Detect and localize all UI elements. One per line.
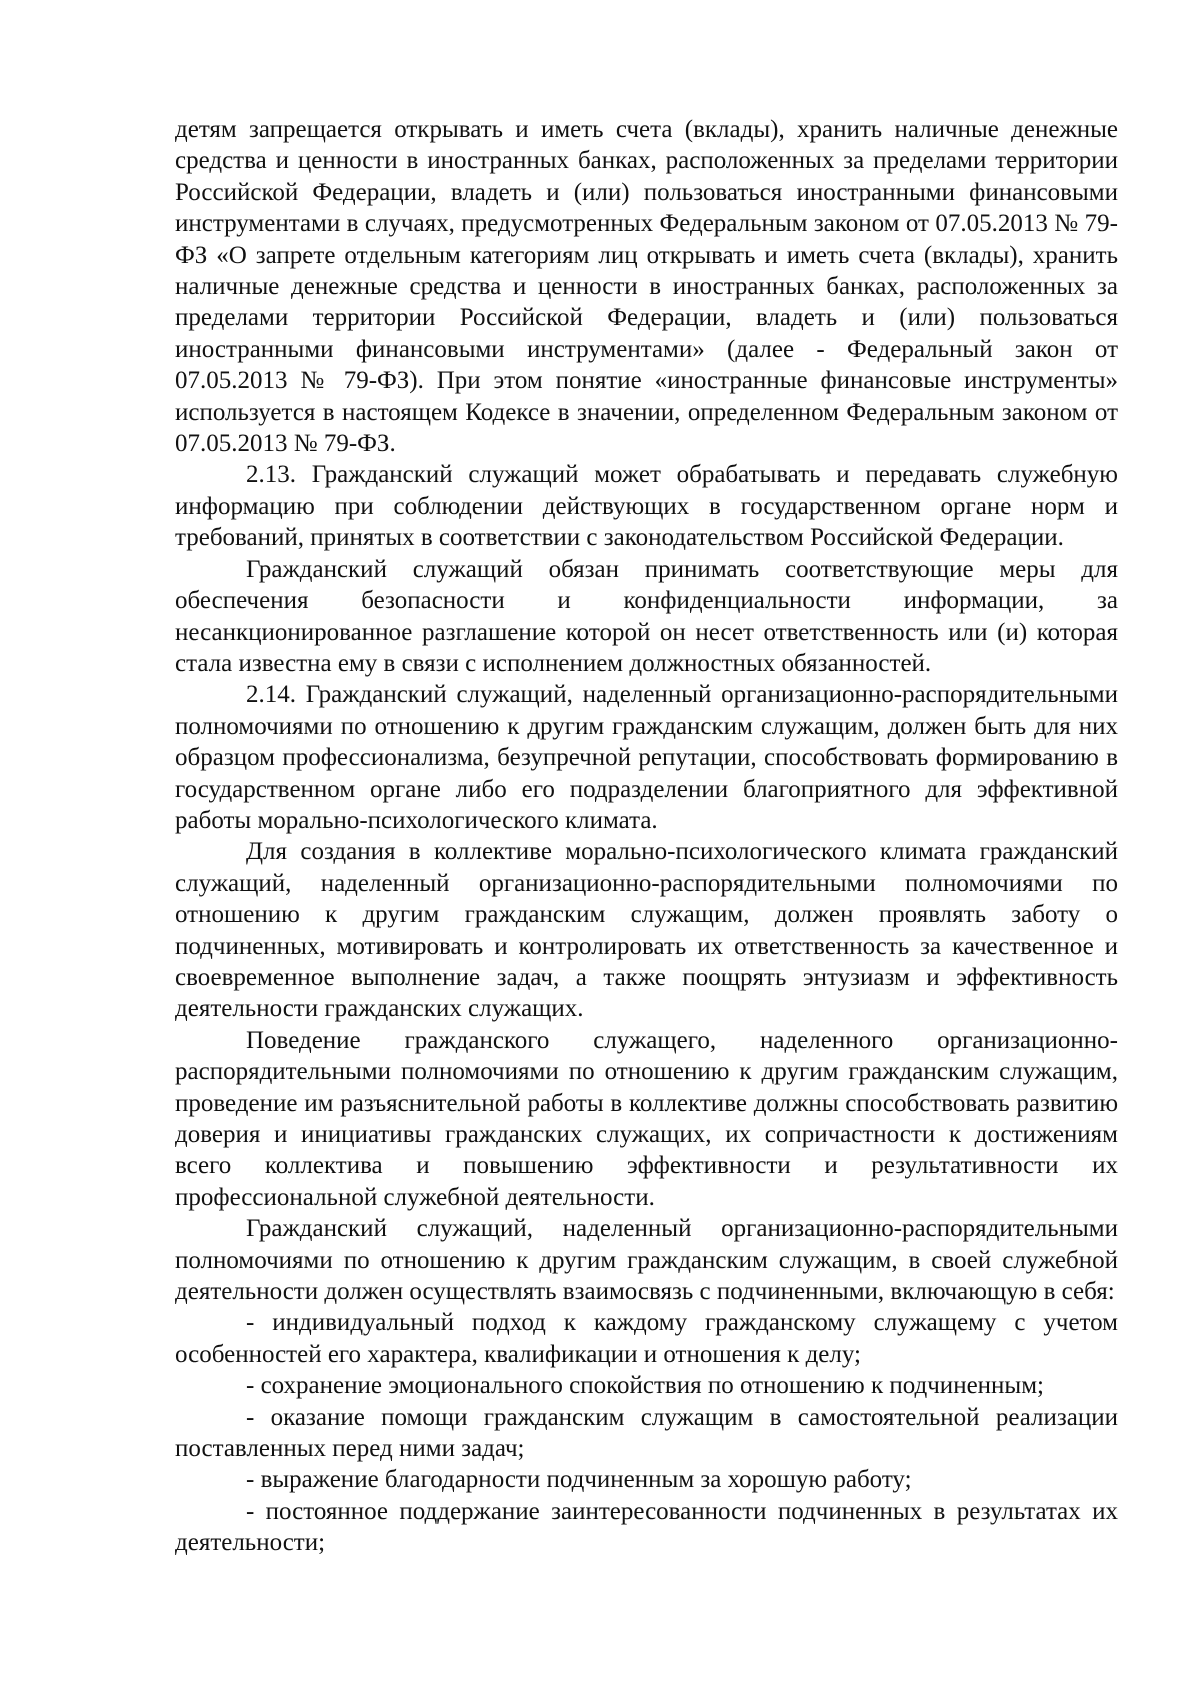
paragraph-subordinate-relations: Гражданский служащий, наделенный организационно-распорядительными полномочиями по отношению к другим гражданским служащим, в своей служебной деятельности должен осуществлять взаимосвязь с подчиненными, включающую в себя: xyxy=(175,1215,1118,1306)
paragraph-confidentiality-duty: Гражданский служащий обязан принимать соответствующие меры для обеспечения безопасности и конфиденциальности информации, за несанкционированное разглашение которой он несет ответственность или (и) которая стала известна ему в связи с исполнением должностных обязанностей. xyxy=(175,555,1118,677)
list-item-assistance: - оказание помощи гражданским служащим в самостоятельной реализации поставленных перед ними задач; xyxy=(175,1403,1118,1463)
paragraph-clause-2-13: 2.13. Гражданский служащий может обрабатывать и передавать служебную информацию при соблюдении действующих в государственном органе норм и требований, принятых в соответствии с законодательством Российской Федерации. xyxy=(175,461,1118,552)
paragraph-manager-behavior: Поведение гражданского служащего, наделенного организационно-распорядительными полномочиями по отношению к другим гражданским служащим, проведение им разъяснительной работы в коллективе должны способствовать развитию доверия и инициативы гражданских служащих, их сопричастности к достижениям всего коллектива и повышению эффективности и результативности их профессиональной служебной деятельности. xyxy=(175,1026,1118,1211)
list-item-interest: - постоянное поддержание заинтересованности подчиненных в результатах их деятельности; xyxy=(175,1497,1118,1557)
list-item-emotional-calm: - сохранение эмоционального спокойствия по отношению к подчиненным; xyxy=(246,1372,1044,1400)
list-item-individual-approach: - индивидуальный подход к каждому гражданскому служащему с учетом особенностей его характера, квалификации и отношения к делу; xyxy=(175,1309,1118,1368)
paragraph-team-climate: Для создания в коллективе морально-психологического климата гражданский служащий, наделенный организационно-распорядительными полномочиями по отношению к другим гражданским служащим, должен проявлять заботу о подчиненных, мотивировать и контролировать их ответственность за качественное и своевременное выполнение задач, а также поощрять энтузиазм и эффективность деятельности гражданских служащих. xyxy=(175,838,1118,1023)
paragraph-clause-2-14: 2.14. Гражданский служащий, наделенный организационно-распорядительными полномочиями по отношению к другим гражданским служащим, должен быть для них образцом профессионализма, безупречной репутации, способствовать формированию в государственном органе либо его подразделении благоприятного для эффективной работы морально-психологического климата. xyxy=(175,681,1118,834)
document-body xyxy=(175,114,1118,1559)
paragraph-continuation: детям запрещается открывать и иметь счета (вклады), хранить наличные денежные средства и ценности в иностранных банках, расположенных за пределами территории Российской Федерации, владеть и (или) пользоваться иностранными финансовыми инструментами в случаях, предусмотренных Федеральным законом от 07.05.2013 № 79-ФЗ «О запрете отдельным категориям лиц открывать и иметь счета (вклады), хранить наличные денежные средства и ценности в иностранных банках, расположенных за пределами территории Российской Федерации, владеть и (или) пользоваться иностранными финансовыми инструментами» (далее - Федеральный закон от 07.05.2013 № 79-ФЗ). При этом понятие «иностранные финансовые инструменты» используется в настоящем Кодексе в значении, определенном Федеральным законом от 07.05.2013 № 79-ФЗ. xyxy=(175,116,1118,458)
list-item-gratitude: - выражение благодарности подчиненным за хорошую работу; xyxy=(246,1466,912,1494)
